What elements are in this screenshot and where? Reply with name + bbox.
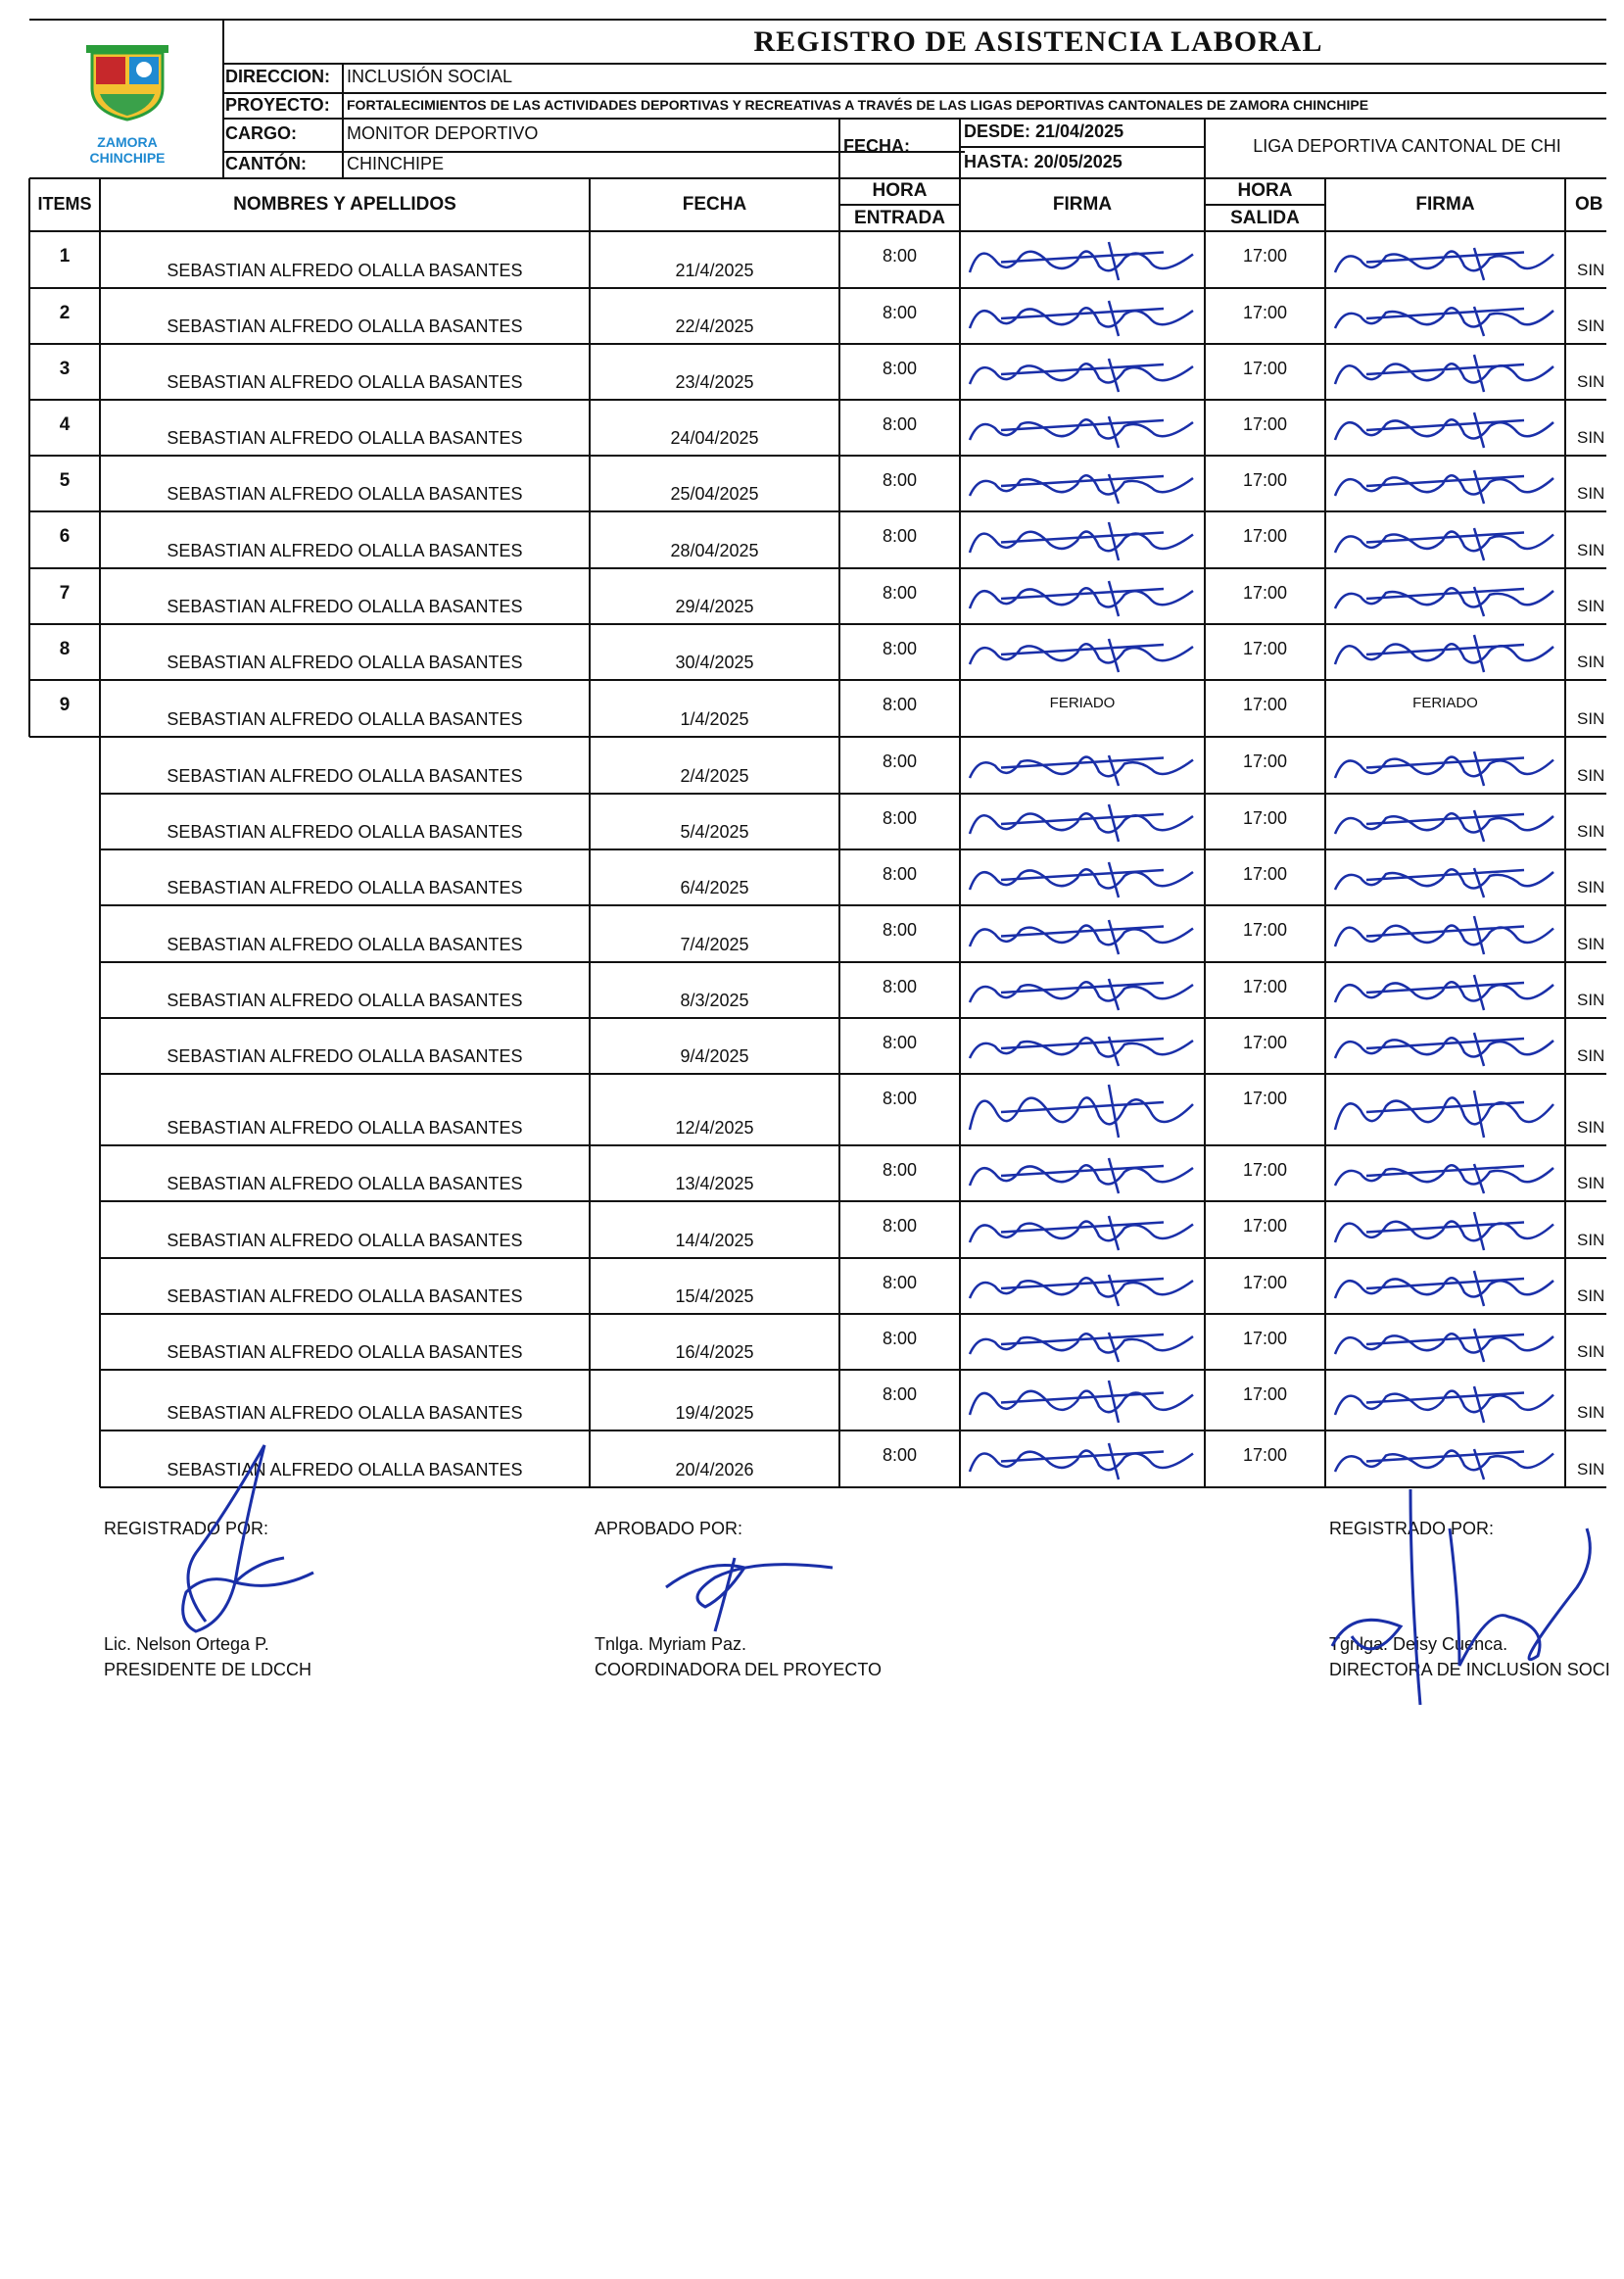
time-out: 17:00: [1242, 246, 1288, 266]
signature-in-mark: [962, 403, 1203, 454]
signature-out: [1327, 908, 1563, 960]
attendance-date: 25/04/2025: [670, 484, 759, 504]
footer-left-label: REGISTRADO POR:: [104, 1519, 269, 1538]
attendance-date: 14/4/2025: [675, 1231, 754, 1250]
employee-name: SEBASTIAN ALFREDO OLALLA BASANTES: [167, 316, 523, 336]
signature-out-mark: [1327, 965, 1563, 1016]
signature-out: [1327, 403, 1563, 454]
logo-text-1: ZAMORA: [97, 134, 158, 150]
observation: SIN: [1577, 1046, 1605, 1065]
time-out: 17:00: [1242, 695, 1288, 714]
time-in: 8:00: [882, 526, 918, 546]
item-number: 8: [59, 639, 71, 659]
signature-out: [1327, 514, 1563, 566]
col-firma-entrada: FIRMA: [1052, 194, 1113, 215]
attendance-date: 22/4/2025: [675, 316, 754, 336]
signature-out-mark: [1327, 571, 1563, 622]
signature-out: [1327, 1261, 1563, 1312]
time-out: 17:00: [1242, 1216, 1288, 1236]
employee-name: SEBASTIAN ALFREDO OLALLA BASANTES: [167, 1286, 523, 1306]
employee-name: SEBASTIAN ALFREDO OLALLA BASANTES: [167, 1046, 523, 1066]
signature-out-mark: [1327, 459, 1563, 509]
employee-name: SEBASTIAN ALFREDO OLALLA BASANTES: [167, 822, 523, 842]
signature-in: [962, 627, 1203, 678]
signature-in-mark: [962, 347, 1203, 398]
signature-in-mark: [962, 1204, 1203, 1256]
employee-name: SEBASTIAN ALFREDO OLALLA BASANTES: [167, 1403, 523, 1423]
time-out: 17:00: [1242, 1329, 1288, 1348]
col-observaciones: OB: [1575, 194, 1603, 215]
observation: SIN: [1577, 878, 1605, 897]
time-in: 8:00: [882, 583, 918, 603]
signature-out: [1327, 797, 1563, 848]
footer-right-role: DIRECTORA DE INCLUSION SOCI: [1329, 1660, 1610, 1679]
time-in: 8:00: [882, 1273, 918, 1292]
signature-in: [962, 459, 1203, 509]
attendance-date: 16/4/2025: [675, 1342, 754, 1362]
observation: SIN: [1577, 709, 1605, 728]
signature-in-mark: [962, 1317, 1203, 1368]
proyecto-value: FORTALECIMIENTOS DE LAS ACTIVIDADES DEPORTIVAS Y RECREATIVAS A TRAVÉS DE LAS LIGAS DEPORTIVAS CANTONALES DE ZAMORA CHINCHIPE: [347, 97, 1369, 113]
footer-mid-label: APROBADO POR:: [595, 1519, 743, 1538]
signature-in: [962, 965, 1203, 1016]
attendance-date: 1/4/2025: [680, 709, 749, 729]
signature-in-text: FERIADO: [1049, 695, 1116, 711]
signature-out: [1327, 1148, 1563, 1199]
attendance-date: 20/4/2026: [675, 1460, 754, 1479]
liga-value: LIGA DEPORTIVA CANTONAL DE CHI: [1253, 136, 1561, 156]
time-out: 17:00: [1242, 583, 1288, 603]
attendance-date: 28/04/2025: [670, 541, 759, 560]
time-in: 8:00: [882, 414, 918, 434]
signature-out-mark: [1327, 1021, 1563, 1072]
footer-mid-name: Tnlga. Myriam Paz.: [595, 1634, 747, 1654]
signature-president: [118, 1435, 333, 1646]
signature-out-mark: [1327, 347, 1563, 398]
observation: SIN: [1577, 1231, 1605, 1249]
signature-in-mark: [962, 1261, 1203, 1312]
cargo-value: MONITOR DEPORTIVO: [347, 123, 539, 143]
item-number: 2: [59, 303, 71, 323]
attendance-date: 7/4/2025: [680, 935, 749, 954]
time-out: 17:00: [1242, 470, 1288, 490]
attendance-date: 15/4/2025: [675, 1286, 754, 1306]
time-out: 17:00: [1242, 1089, 1288, 1108]
canton-value: CHINCHIPE: [347, 154, 445, 173]
observation: SIN: [1577, 1174, 1605, 1192]
signature-in-mark: [962, 627, 1203, 678]
employee-name: SEBASTIAN ALFREDO OLALLA BASANTES: [167, 1231, 523, 1250]
signature-out-mark: [1327, 403, 1563, 454]
direccion-label: DIRECCION:: [225, 67, 330, 86]
signature-in: [962, 1261, 1203, 1312]
signature-out-mark: [1327, 234, 1563, 286]
signature-out: [1327, 1204, 1563, 1256]
attendance-date: 19/4/2025: [675, 1403, 754, 1423]
signature-in-mark: [962, 459, 1203, 509]
signature-out-mark: [1327, 1148, 1563, 1199]
time-out: 17:00: [1242, 359, 1288, 378]
signature-in: [962, 908, 1203, 960]
time-in: 8:00: [882, 1033, 918, 1052]
signature-in: [962, 797, 1203, 848]
observation: SIN: [1577, 1286, 1605, 1305]
footer-right-label: REGISTRADO POR:: [1329, 1519, 1495, 1538]
signature-out: [1327, 1077, 1563, 1143]
signature-in-mark: [962, 908, 1203, 960]
observation: SIN: [1577, 428, 1605, 447]
attendance-date: 24/04/2025: [670, 428, 759, 448]
time-in: 8:00: [882, 864, 918, 884]
time-in: 8:00: [882, 1329, 918, 1348]
signature-in: [962, 1433, 1203, 1485]
employee-name: SEBASTIAN ALFREDO OLALLA BASANTES: [167, 766, 523, 786]
item-number: 4: [59, 414, 71, 435]
col-nombres: NOMBRES Y APELLIDOS: [233, 194, 456, 215]
signature-in: [962, 1373, 1203, 1429]
employee-name: SEBASTIAN ALFREDO OLALLA BASANTES: [167, 1174, 523, 1193]
observation: SIN: [1577, 372, 1605, 391]
time-out: 17:00: [1242, 864, 1288, 884]
time-in: 8:00: [882, 695, 918, 714]
signature-out-mark: [1327, 1317, 1563, 1368]
direccion-value: INCLUSIÓN SOCIAL: [347, 67, 513, 86]
signature-out: [1327, 1373, 1563, 1429]
footer-left-role: PRESIDENTE DE LDCCH: [104, 1660, 312, 1679]
signature-out: [1327, 291, 1563, 342]
time-out: 17:00: [1242, 1033, 1288, 1052]
signature-out-mark: [1327, 908, 1563, 960]
employee-name: SEBASTIAN ALFREDO OLALLA BASANTES: [167, 935, 523, 954]
item-number: 5: [59, 470, 71, 491]
time-in: 8:00: [882, 303, 918, 322]
signature-in-mark: [962, 797, 1203, 848]
time-in: 8:00: [882, 808, 918, 828]
time-in: 8:00: [882, 1216, 918, 1236]
time-in: 8:00: [882, 1160, 918, 1180]
signature-in-mark: [962, 514, 1203, 566]
signature-out: [1327, 965, 1563, 1016]
time-out: 17:00: [1242, 639, 1288, 658]
signature-in-mark: [962, 965, 1203, 1016]
employee-name: SEBASTIAN ALFREDO OLALLA BASANTES: [167, 878, 523, 897]
observation: SIN: [1577, 1403, 1605, 1422]
observation: SIN: [1577, 484, 1605, 503]
employee-name: SEBASTIAN ALFREDO OLALLA BASANTES: [167, 261, 523, 280]
employee-name: SEBASTIAN ALFREDO OLALLA BASANTES: [167, 597, 523, 616]
fecha-label: FECHA:: [843, 136, 910, 156]
signature-out-mark: [1327, 627, 1563, 678]
signature-out-mark: [1327, 514, 1563, 566]
logo-text-2: CHINCHIPE: [89, 150, 166, 166]
attendance-date: 8/3/2025: [680, 991, 749, 1010]
cargo-label: CARGO:: [225, 123, 297, 143]
employee-name: SEBASTIAN ALFREDO OLALLA BASANTES: [167, 709, 523, 729]
observation: SIN: [1577, 541, 1605, 559]
signature-in: [962, 1317, 1203, 1368]
time-in: 8:00: [882, 246, 918, 266]
signature-out: [1327, 571, 1563, 622]
time-out: 17:00: [1242, 526, 1288, 546]
time-out: 17:00: [1242, 1273, 1288, 1292]
signature-out: [1327, 234, 1563, 286]
observation: SIN: [1577, 1342, 1605, 1361]
signature-out-text: FERIADO: [1412, 695, 1478, 711]
attendance-date: 2/4/2025: [680, 766, 749, 786]
signature-in-mark: [962, 1148, 1203, 1199]
signature-in: [962, 403, 1203, 454]
signature-in-mark: [962, 852, 1203, 903]
time-in: 8:00: [882, 470, 918, 490]
time-out: 17:00: [1242, 1384, 1288, 1404]
employee-name: SEBASTIAN ALFREDO OLALLA BASANTES: [167, 372, 523, 392]
col-salida: SALIDA: [1230, 208, 1300, 228]
employee-name: SEBASTIAN ALFREDO OLALLA BASANTES: [167, 1342, 523, 1362]
time-out: 17:00: [1242, 303, 1288, 322]
time-in: 8:00: [882, 359, 918, 378]
col-hora-salida: HORA: [1237, 180, 1293, 201]
desde-value: DESDE: 21/04/2025: [964, 121, 1124, 141]
footer-mid-role: COORDINADORA DEL PROYECTO: [595, 1660, 883, 1679]
signature-in: [962, 1148, 1203, 1199]
canton-label: CANTÓN:: [225, 154, 307, 173]
signature-in: [962, 1204, 1203, 1256]
signature-out-mark: [1327, 1204, 1563, 1256]
signature-in-mark: [962, 1433, 1203, 1485]
col-fecha: FECHA: [682, 194, 747, 215]
signature-in-mark: [962, 1373, 1203, 1429]
signature-in: [962, 514, 1203, 566]
time-out: 17:00: [1242, 977, 1288, 996]
item-number: 7: [59, 583, 71, 604]
time-in: 8:00: [882, 977, 918, 996]
item-number: 3: [59, 359, 71, 379]
item-number: 1: [59, 246, 71, 267]
employee-name: SEBASTIAN ALFREDO OLALLA BASANTES: [167, 1460, 523, 1479]
signature-out-mark: [1327, 740, 1563, 792]
time-out: 17:00: [1242, 1160, 1288, 1180]
observation: SIN: [1577, 1460, 1605, 1479]
signature-in-mark: [962, 1021, 1203, 1072]
col-firma-salida: FIRMA: [1415, 194, 1475, 215]
item-number: 6: [59, 526, 71, 547]
signature-out: [1327, 852, 1563, 903]
signature-in: [962, 234, 1203, 286]
signature-out: [1327, 1021, 1563, 1072]
observation: SIN: [1577, 653, 1605, 671]
signature-out-mark: [1327, 797, 1563, 848]
time-in: 8:00: [882, 1384, 918, 1404]
observation: SIN: [1577, 316, 1605, 335]
page-title: REGISTRO DE ASISTENCIA LABORAL: [753, 25, 1323, 58]
time-out: 17:00: [1242, 1445, 1288, 1465]
time-in: 8:00: [882, 752, 918, 771]
signature-out: [1327, 627, 1563, 678]
signature-out-mark: [1327, 852, 1563, 903]
signature-in: [962, 852, 1203, 903]
employee-name: SEBASTIAN ALFREDO OLALLA BASANTES: [167, 991, 523, 1010]
attendance-date: 21/4/2025: [675, 261, 754, 280]
col-items: ITEMS: [37, 194, 92, 214]
observation: SIN: [1577, 991, 1605, 1009]
time-out: 17:00: [1242, 920, 1288, 940]
item-number: 9: [59, 695, 71, 715]
signature-out: [1327, 347, 1563, 398]
signature-out-mark: [1327, 291, 1563, 342]
time-in: 8:00: [882, 1089, 918, 1108]
observation: SIN: [1577, 261, 1605, 279]
signature-in: [962, 1021, 1203, 1072]
employee-name: SEBASTIAN ALFREDO OLALLA BASANTES: [167, 428, 523, 448]
time-in: 8:00: [882, 1445, 918, 1465]
time-out: 17:00: [1242, 752, 1288, 771]
footer-left-name: Lic. Nelson Ortega P.: [104, 1634, 269, 1654]
signature-coordinator: [646, 1538, 842, 1636]
signature-in: [962, 1077, 1203, 1143]
employee-name: SEBASTIAN ALFREDO OLALLA BASANTES: [167, 541, 523, 560]
attendance-date: 9/4/2025: [680, 1046, 749, 1066]
time-in: 8:00: [882, 639, 918, 658]
attendance-date: 23/4/2025: [675, 372, 754, 392]
signature-out-mark: [1327, 1373, 1563, 1429]
attendance-date: 5/4/2025: [680, 822, 749, 842]
attendance-date: 12/4/2025: [675, 1118, 754, 1138]
signature-in-mark: [962, 291, 1203, 342]
time-in: 8:00: [882, 920, 918, 940]
time-out: 17:00: [1242, 414, 1288, 434]
signature-in: [962, 740, 1203, 792]
signature-in-mark: [962, 740, 1203, 792]
observation: SIN: [1577, 597, 1605, 615]
time-out: 17:00: [1242, 808, 1288, 828]
signature-in-mark: [962, 571, 1203, 622]
signature-in: [962, 347, 1203, 398]
employee-name: SEBASTIAN ALFREDO OLALLA BASANTES: [167, 1118, 523, 1138]
col-hora-entrada: HORA: [872, 180, 928, 201]
signature-in: [962, 291, 1203, 342]
observation: SIN: [1577, 1118, 1605, 1137]
observation: SIN: [1577, 766, 1605, 785]
footer-right-name: Tgnlga. Deisy Cuenca.: [1329, 1634, 1508, 1654]
signature-director: [1313, 1470, 1606, 1715]
signature-out: [1327, 740, 1563, 792]
employee-name: SEBASTIAN ALFREDO OLALLA BASANTES: [167, 484, 523, 504]
observation: SIN: [1577, 822, 1605, 841]
signature-out-mark: [1327, 1261, 1563, 1312]
signature-out: [1327, 1317, 1563, 1368]
signature-in: [962, 571, 1203, 622]
hasta-value: HASTA: 20/05/2025: [964, 152, 1122, 171]
employee-name: SEBASTIAN ALFREDO OLALLA BASANTES: [167, 653, 523, 672]
signature-in-mark: [962, 1077, 1203, 1143]
proyecto-label: PROYECTO:: [225, 95, 330, 115]
attendance-date: 6/4/2025: [680, 878, 749, 897]
col-entrada: ENTRADA: [854, 208, 945, 228]
signature-out: [1327, 459, 1563, 509]
attendance-date: 29/4/2025: [675, 597, 754, 616]
attendance-date: 30/4/2025: [675, 653, 754, 672]
observation: SIN: [1577, 935, 1605, 953]
attendance-date: 13/4/2025: [675, 1174, 754, 1193]
signature-out-mark: [1327, 1077, 1563, 1143]
signature-in-mark: [962, 234, 1203, 286]
